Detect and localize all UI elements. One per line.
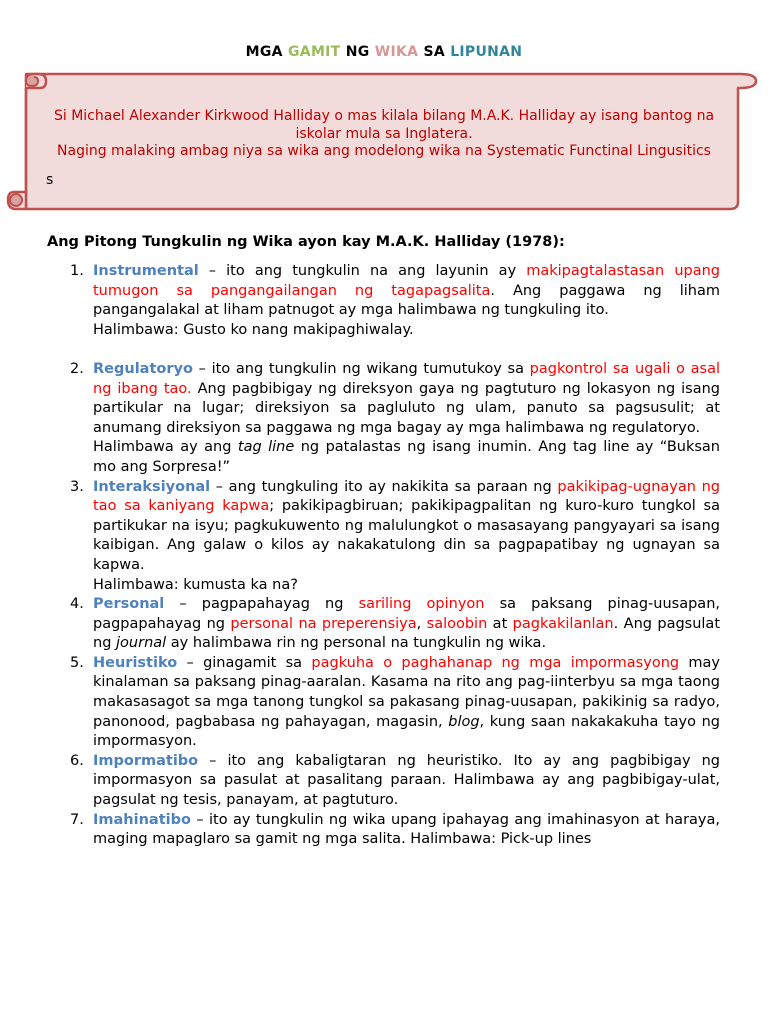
item-text: – ginagamit sa — [177, 654, 312, 671]
banner-text — [52, 108, 716, 161]
list-number: 7. — [70, 811, 84, 828]
list-item — [0, 811, 720, 850]
item-text: . Ang pagsulat ng — [93, 615, 721, 652]
item-text: – ito ang kabaligtaran ng heuristiko. Ito ay ang pagbibigay ng impormasyon sa pasulat at pasalitang paraan. Halimbawa ay ang pagbibigay-ulat, pagsulat ng tesis, panayam, at pagtuturo. — [93, 752, 720, 809]
highlight-text: saloobin — [426, 615, 488, 632]
list-number: 1. — [70, 263, 84, 279]
list-number: 2. — [70, 360, 84, 377]
example-italic: tag line — [237, 439, 295, 456]
item-text: sa paksang pinag-uusapan, pagpapahayag ng — [93, 596, 720, 632]
item-text: – ito ang tungkulin na ang layunin ay — [198, 263, 527, 279]
example-text-part: ng patalastas ng isang inumin. Ang tag line ay “Buksan mo ang Sorpresa!” — [93, 439, 720, 475]
banner-line-2: Naging malaking ambag niya sa wika ang modelong wika na Systematic Functinal Lingusitics — [57, 143, 711, 159]
item-text: Ang pagbibigay ng direksyon gaya ng pagtuturo ng lokasyon ng isang partikular na lugar; direksiyon sa pagluluto ng ulam, panuto sa pagsusulit; at anumang direksiyon sa paggawa ng mga bagay ay mga halimbawa ng regulatoryo. — [93, 380, 720, 436]
list-number: 6. — [70, 752, 84, 769]
item-text: may kinalaman sa paksang pinag-aaralan. Kasama na rito ang pag-iinterbyu sa mga taong makasasagot sa mga tanong tungkol sa pakasang pinag-uusapan, pakikinig sa radyo, panonood, pagbabasa ng pahayagan, magasin, — [93, 654, 721, 730]
item-text: ay halimbawa rin ng personal na tungkulin ng wika. — [166, 635, 547, 652]
list-number: 4. — [70, 596, 84, 613]
item-text: – ito ay tungkulin ng wika upang ipahayag ang imahinasyon at haraya, maging mapaglaro sa gamit ng mga salita. Halimbawa: Pick-up lines — [93, 811, 720, 848]
banner-line-1: Si Michael Alexander Kirkwood Halliday o mas kilala bilang M.A.K. Halliday ay isang bantog na iskolar mula sa Inglatera. — [53, 108, 715, 142]
banner-stray-char: s — [46, 172, 54, 188]
list-item — [0, 654, 720, 752]
item-text: ; pakikipagbiruan; pakikipagpalitan ng kuro-kuro tungkol sa partikukar na isyu; pagkukuwento ng malulungkot o masasayang pangyayari sa isang kaibigan. Ang galaw o kilos ay nakakatulong din sa pagpapatibay ng ugnayan sa kapwa. — [93, 498, 720, 573]
item-text: . Ang paggawa ng liham pangangalakal at liham patnugot ay mga halimbawa ng tungkuling ito. — [93, 282, 721, 319]
highlight-text: pakikipag-ugnayan ng tao sa kaniyang kapwa — [93, 478, 720, 515]
list-item — [0, 595, 720, 654]
example-text — [93, 438, 720, 477]
item-text: – ito ang tungkulin ng wikang tumutukoy sa — [192, 360, 530, 377]
list-number: 5. — [70, 654, 84, 671]
list-item — [0, 262, 720, 340]
page-title — [0, 44, 768, 60]
scroll-banner — [0, 62, 768, 222]
highlight-text: sariling opinyon — [358, 596, 485, 613]
italic-text: blog — [448, 713, 480, 730]
item-text: – pagpapahayag ng — [164, 596, 359, 613]
title-word: NG — [345, 44, 370, 60]
highlight-text: pagkuha o paghahanap ng mga impormasyong — [311, 654, 680, 671]
item-text: , kung saan nakakakuha tayo ng impormasyon. — [93, 713, 720, 750]
title-word: LIPUNAN — [450, 44, 523, 60]
title-word: GAMIT — [288, 44, 341, 60]
example-text: Halimbawa: kumusta ka na? — [93, 576, 298, 593]
term-label: Imahinatibo — [93, 811, 191, 828]
term-label: Interaksiyonal — [93, 478, 211, 495]
example-text-part: Halimbawa ay ang — [93, 439, 238, 456]
list-item — [0, 478, 720, 596]
title-word: WIKA — [374, 44, 419, 60]
term-label: Personal — [93, 596, 165, 613]
item-text: – ang tungkuling ito ay nakikita sa paraan ng — [210, 478, 558, 495]
section-heading: Ang Pitong Tungkulin ng Wika ayon kay M.A.K. Halliday (1978): — [47, 234, 565, 250]
list-item — [0, 360, 720, 478]
list-number: 3. — [70, 478, 84, 495]
term-label: Heuristiko — [93, 654, 178, 671]
functions-list — [0, 262, 768, 850]
italic-text: journal — [116, 635, 167, 652]
term-label: Regulatoryo — [93, 360, 193, 377]
highlight-text: makipagtalastasan upang tumugon sa pangangailangan ng tagapagsalita — [93, 263, 720, 299]
highlight-text: personal na preperensiya — [230, 615, 417, 632]
item-text: at — [487, 615, 513, 632]
title-word: MGA — [245, 44, 283, 60]
highlight-text: pagkakilanlan — [512, 615, 614, 632]
highlight-text: pagkontrol sa ugali o asal ng ibang tao. — [93, 360, 720, 397]
term-label: Impormatibo — [93, 752, 199, 769]
item-text: , — [416, 615, 427, 632]
term-label: Instrumental — [93, 263, 199, 279]
title-word: SA — [423, 44, 445, 60]
example-text: Halimbawa: Gusto ko nang makipaghiwalay. — [93, 321, 414, 338]
list-item — [0, 752, 720, 811]
